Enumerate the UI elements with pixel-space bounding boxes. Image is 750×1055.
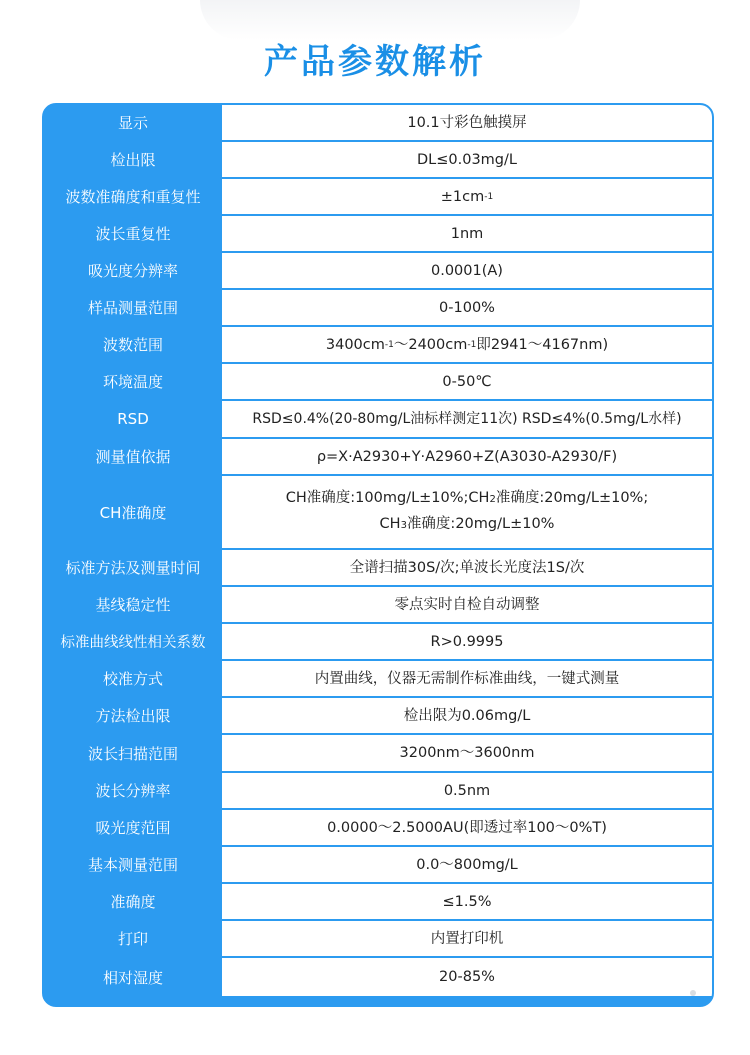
value-text: 准确度:20mg/L±10%; — [495, 490, 649, 506]
row-label: 校准方式 — [44, 661, 222, 696]
row-value: 零点实时自检自动调整 — [222, 587, 712, 622]
row-label: 方法检出限 — [44, 698, 222, 733]
row-value: 0.0～800mg/L — [222, 847, 712, 882]
table-row — [44, 290, 712, 327]
spec-table — [42, 103, 714, 1007]
row-value: DL≤0.03mg/L — [222, 142, 712, 177]
row-value: 0.0000～2.5000AU(即透过率100～0%T) — [222, 810, 712, 845]
row-label: 打印 — [44, 921, 222, 956]
row-label: 波数范围 — [44, 327, 222, 362]
row-value: 0.5nm — [222, 773, 712, 808]
table-row — [44, 847, 712, 884]
table-row — [44, 624, 712, 661]
value-text: 3400cm — [325, 336, 385, 353]
table-row — [44, 921, 712, 958]
table-row — [44, 216, 712, 253]
row-value: 0.0001(A) — [222, 253, 712, 288]
table-row — [44, 587, 712, 624]
row-label: 波数准确度和重复性 — [44, 179, 222, 214]
row-value — [222, 476, 712, 548]
table-row — [44, 105, 712, 142]
decorative-dot — [690, 990, 696, 996]
row-label: 标准方法及测量时间 — [44, 550, 222, 585]
table-row — [44, 550, 712, 587]
value-line — [286, 512, 648, 538]
row-label: 基本测量范围 — [44, 847, 222, 882]
row-label: 波长重复性 — [44, 216, 222, 251]
row-value: ρ=X·A2930+Y·A2960+Z(A3030-A2930/F) — [222, 439, 712, 474]
row-value: 0-100% — [222, 290, 712, 325]
row-value: 1nm — [222, 216, 712, 251]
table-row — [44, 735, 712, 773]
page-title: 产品参数解析 — [264, 42, 486, 82]
value-text: ～2400cm — [393, 336, 468, 353]
row-value: 3200nm～3600nm — [222, 735, 712, 771]
row-label: 环境温度 — [44, 364, 222, 399]
value-subscript: 2 — [489, 494, 496, 505]
table-row — [44, 810, 712, 847]
value-line — [286, 486, 648, 512]
row-label: 相对湿度 — [44, 958, 222, 996]
row-value: 检出限为0.06mg/L — [222, 698, 712, 733]
table-row — [44, 476, 712, 550]
row-value: ≤1.5% — [222, 884, 712, 919]
row-label: 测量值依据 — [44, 439, 222, 474]
row-label: 准确度 — [44, 884, 222, 919]
row-value: 20-85% — [222, 958, 712, 996]
value-multiline — [286, 486, 648, 538]
row-value: ±1cm -1 — [222, 179, 712, 214]
table-row — [44, 661, 712, 698]
table-row — [44, 253, 712, 290]
value-text: 准确度:20mg/L±10% — [406, 516, 555, 532]
row-value: 10.1寸彩色触摸屏 — [222, 105, 712, 140]
table-row — [44, 142, 712, 179]
row-label: 显示 — [44, 105, 222, 140]
row-value: 3400cm -1 ～2400cm -1 即2941～4167nm) — [222, 327, 712, 362]
row-label: 波长扫描范围 — [44, 735, 222, 771]
value-subscript: 3 — [400, 520, 407, 531]
row-value: R>0.9995 — [222, 624, 712, 659]
table-row — [44, 179, 712, 216]
table-row — [44, 327, 712, 364]
table-row — [44, 773, 712, 810]
row-label: 检出限 — [44, 142, 222, 177]
table-row — [44, 439, 712, 476]
value-text: CH — [379, 516, 401, 532]
row-label: 样品测量范围 — [44, 290, 222, 325]
row-label: 吸光度范围 — [44, 810, 222, 845]
table-row — [44, 958, 712, 996]
value-text: CH准确度:100mg/L±10%;CH — [285, 490, 490, 506]
value-text: ±1cm — [440, 188, 485, 205]
table-row — [44, 401, 712, 439]
row-label: CH准确度 — [44, 476, 222, 548]
row-value: RSD≤0.4%(20-80mg/L油标样测定11次) RSD≤4%(0.5mg/L水样) — [222, 401, 712, 437]
table-row — [44, 884, 712, 921]
row-value: 全谱扫描30S/次;单波长光度法1S/次 — [222, 550, 712, 585]
table-row — [44, 698, 712, 735]
row-label: 基线稳定性 — [44, 587, 222, 622]
row-label: 吸光度分辨率 — [44, 253, 222, 288]
row-value: 内置打印机 — [222, 921, 712, 956]
row-value: 内置曲线，仪器无需制作标准曲线，一键式测量 — [222, 661, 712, 696]
row-label: 标准曲线线性相关系数 — [44, 624, 222, 659]
row-label: 波长分辨率 — [44, 773, 222, 808]
table-row — [44, 364, 712, 401]
value-text: 即2941～4167nm) — [476, 336, 609, 353]
row-value: 0-50℃ — [222, 364, 712, 399]
row-label: RSD — [44, 401, 222, 437]
